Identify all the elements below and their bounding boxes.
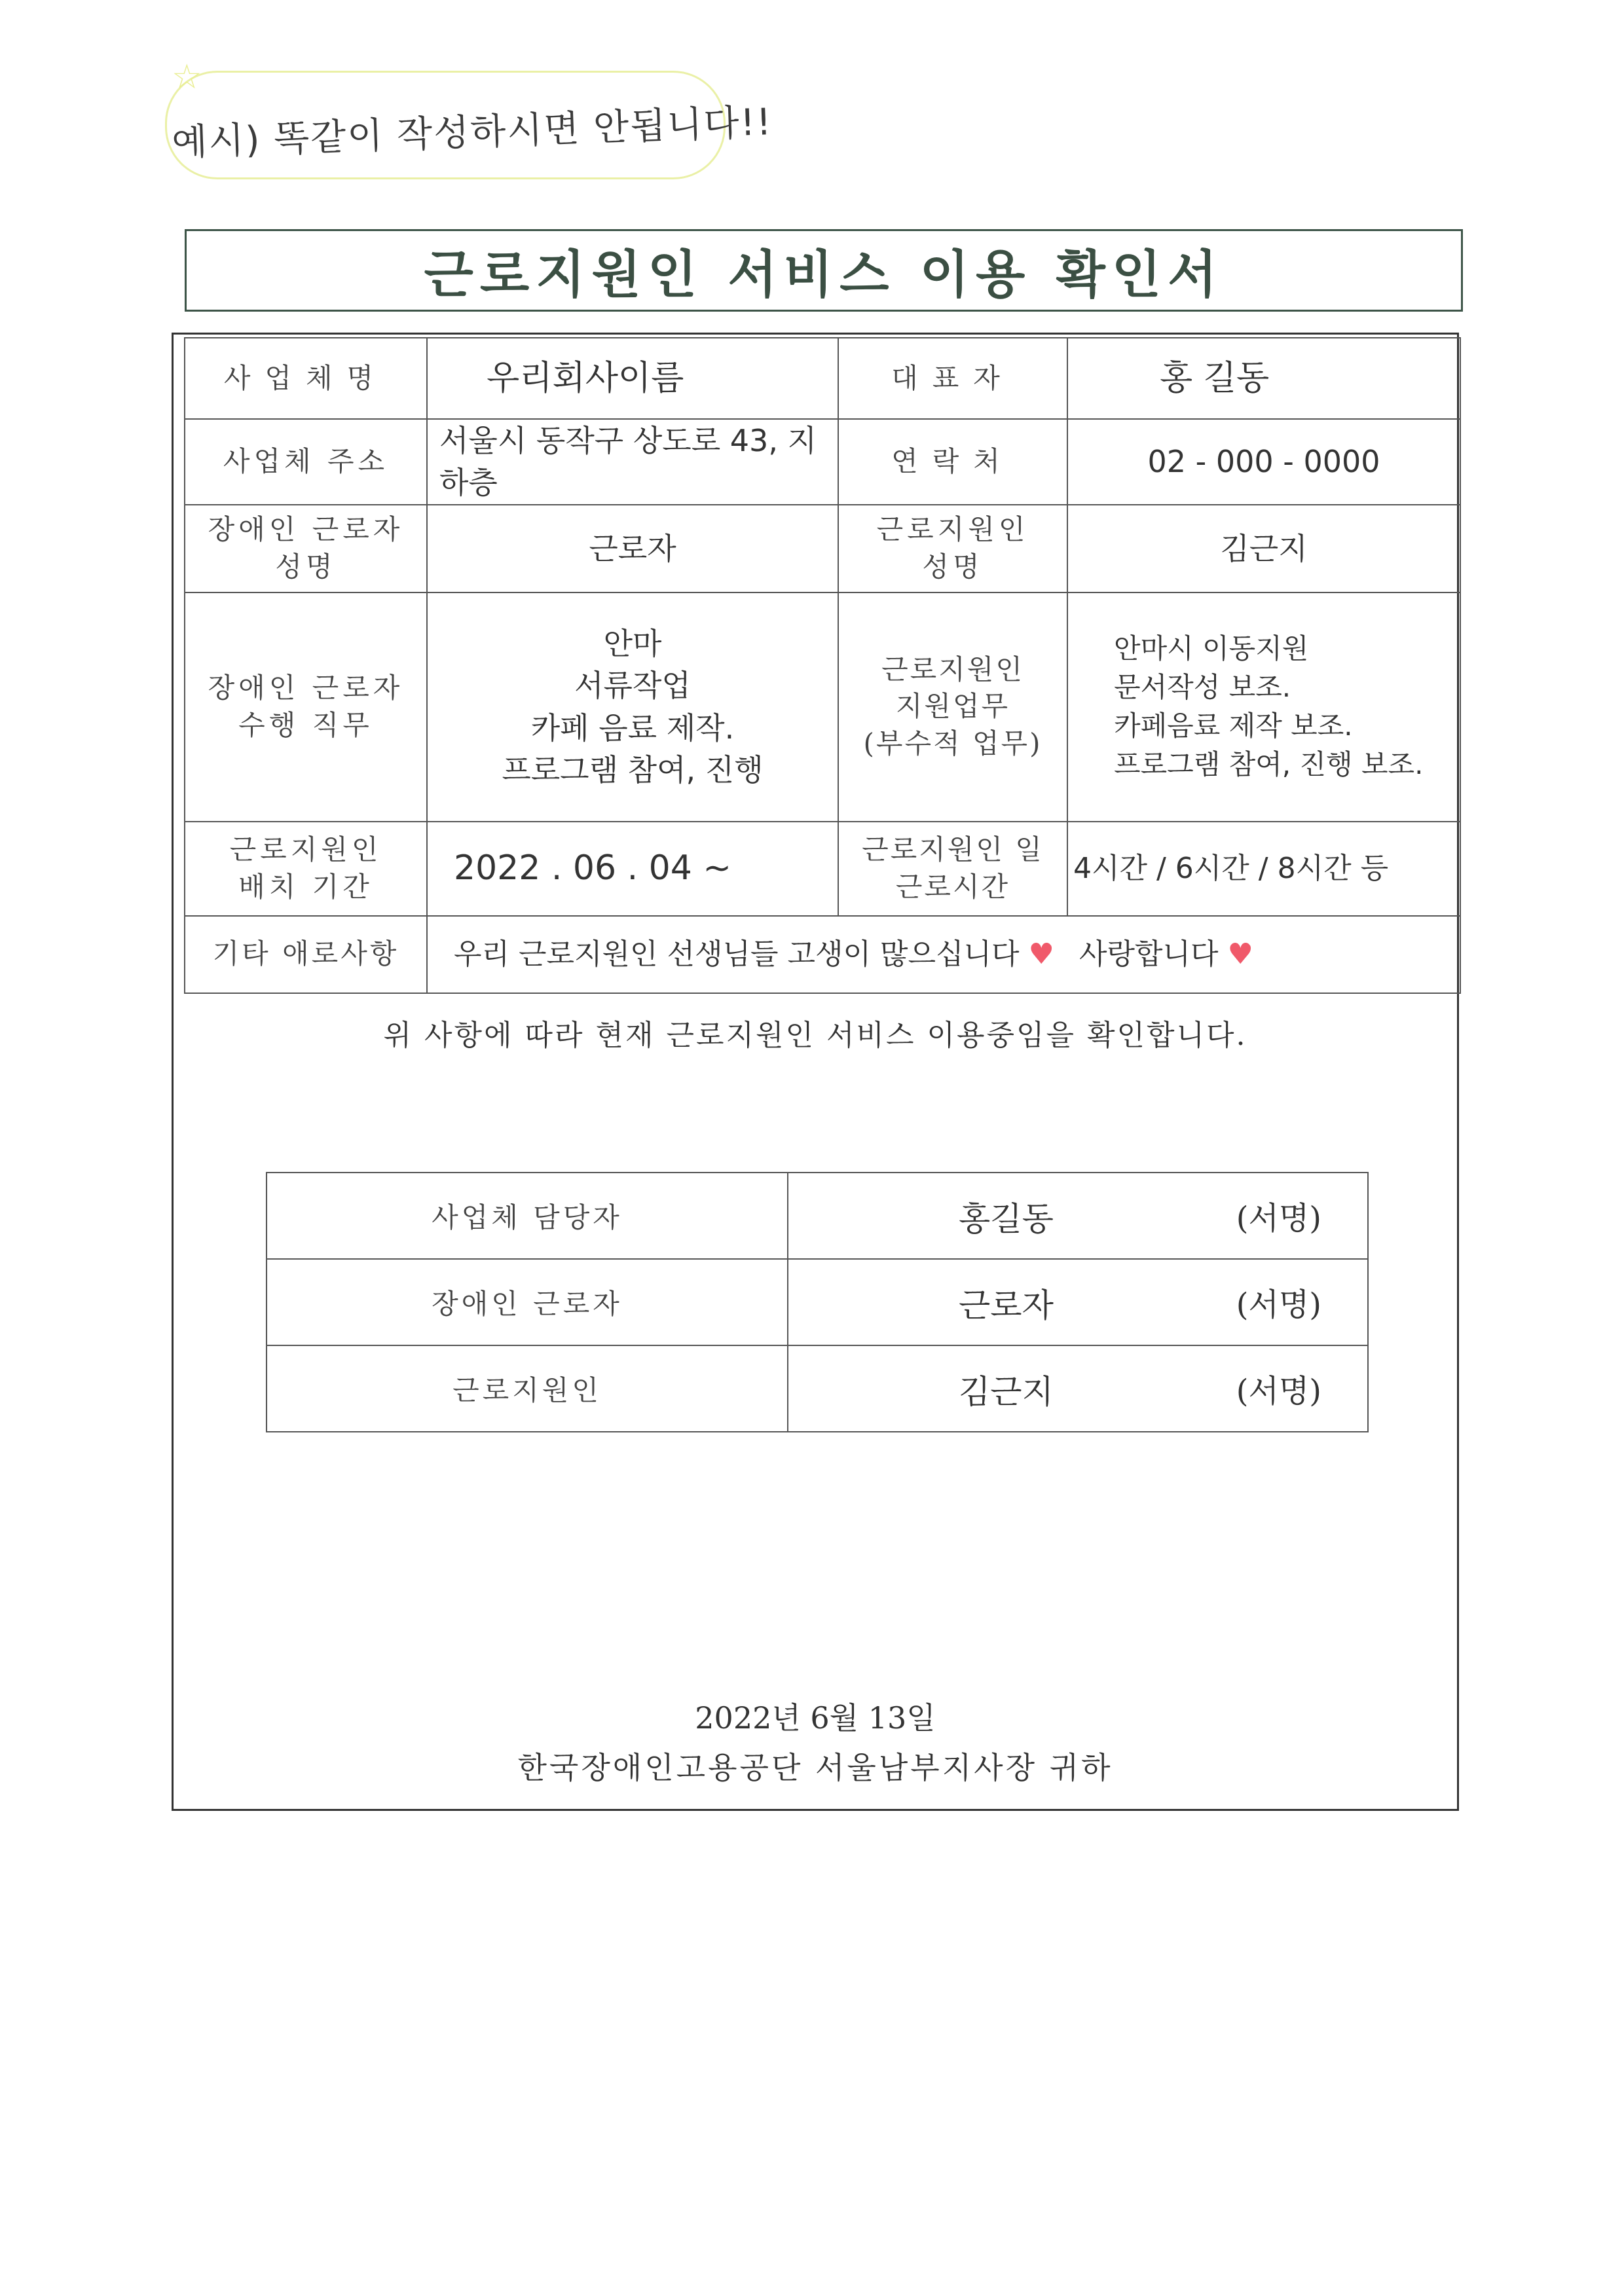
signature-field[interactable]: [788, 1259, 1368, 1345]
address-label: 사업체 주소: [185, 419, 427, 505]
signer-name: 김근지: [959, 1373, 1054, 1411]
period-field[interactable]: 2022 . 06 . 04 ~: [427, 822, 838, 916]
annotation-text: 예시) 똑같이 작성하시면 안됩니다!!: [171, 101, 773, 164]
addressee: 한국장애인고용공단 서울남부지사장 귀하: [517, 1750, 1113, 1785]
title-box: [185, 229, 1463, 312]
assistant-duty-label: 근로지원인 지원업무 (부수적 업무): [838, 592, 1067, 822]
signature-label: 사업체 담당자: [267, 1173, 788, 1259]
heart-icon: ♥: [1227, 937, 1253, 971]
signature-table: [266, 1172, 1369, 1432]
address-field[interactable]: 서울시 동작구 상도로 43, 지하층: [427, 419, 838, 505]
signature-row: [267, 1173, 1368, 1259]
signature-field[interactable]: [788, 1345, 1368, 1432]
notes-label: 기타 애로사항: [185, 916, 427, 993]
contact-label: 연락처: [838, 419, 1067, 505]
row-notes: [185, 916, 1460, 993]
confirm-statement: 위 사항에 따라 현재 근로지원인 서비스 이용중임을 확인합니다.: [383, 1019, 1247, 1052]
signature-label: 장애인 근로자: [267, 1259, 788, 1345]
assistant-duty-field[interactable]: 안마시 이동지원 문서작성 보조. 카페음료 제작 보조. 프로그램 참여, 진행 보조.: [1067, 592, 1460, 822]
representative-label: 대표자: [838, 338, 1067, 419]
signature-mark: (서명): [1236, 1286, 1321, 1323]
notes-field[interactable]: 우리 근로지원인 선생님들 고생이 많으십니다 ♥ 사랑합니다 ♥: [427, 916, 1460, 993]
info-table: [184, 337, 1461, 994]
signature-field[interactable]: [788, 1173, 1368, 1259]
row-duties: [185, 592, 1460, 822]
row-company: [185, 338, 1460, 419]
row-address: [185, 419, 1460, 505]
assistant-name-label: 근로지원인 성명: [838, 505, 1067, 592]
signature-mark: (서명): [1236, 1200, 1321, 1237]
signature-row: [267, 1345, 1368, 1432]
worker-duty-field[interactable]: 안마 서류작업 카페 음료 제작. 프로그램 참여, 진행: [427, 592, 838, 822]
hours-field[interactable]: 4시간 / 6시간 / 8시간 등: [1067, 822, 1460, 916]
company-name-field[interactable]: 우리회사이름: [427, 338, 838, 419]
signature-mark: (서명): [1236, 1373, 1321, 1410]
signature-row: [267, 1259, 1368, 1345]
worker-name-label: 장애인 근로자 성명: [185, 505, 427, 592]
heart-icon: ♥: [1028, 937, 1054, 971]
worker-name-field[interactable]: 근로자: [427, 505, 838, 592]
document-date: 2022년 6월 13일: [695, 1700, 936, 1736]
assistant-name-field[interactable]: 김근지: [1067, 505, 1460, 592]
star-icon: ☆: [172, 58, 202, 97]
row-period: [185, 822, 1460, 916]
signer-name: 홍길동: [959, 1200, 1054, 1238]
contact-field[interactable]: 02 - 000 - 0000: [1067, 419, 1460, 505]
signer-name: 근로자: [959, 1286, 1054, 1324]
row-names: [185, 505, 1460, 592]
hours-label: 근로지원인 일 근로시간: [838, 822, 1067, 916]
period-label: 근로지원인 배치 기간: [185, 822, 427, 916]
document-title: 근로지원인 서비스 이용 확인서: [424, 246, 1224, 304]
company-name-label: 사업체명: [185, 338, 427, 419]
worker-duty-label: 장애인 근로자 수행 직무: [185, 592, 427, 822]
representative-field[interactable]: 홍 길동: [1067, 338, 1460, 419]
signature-label: 근로지원인: [267, 1345, 788, 1432]
